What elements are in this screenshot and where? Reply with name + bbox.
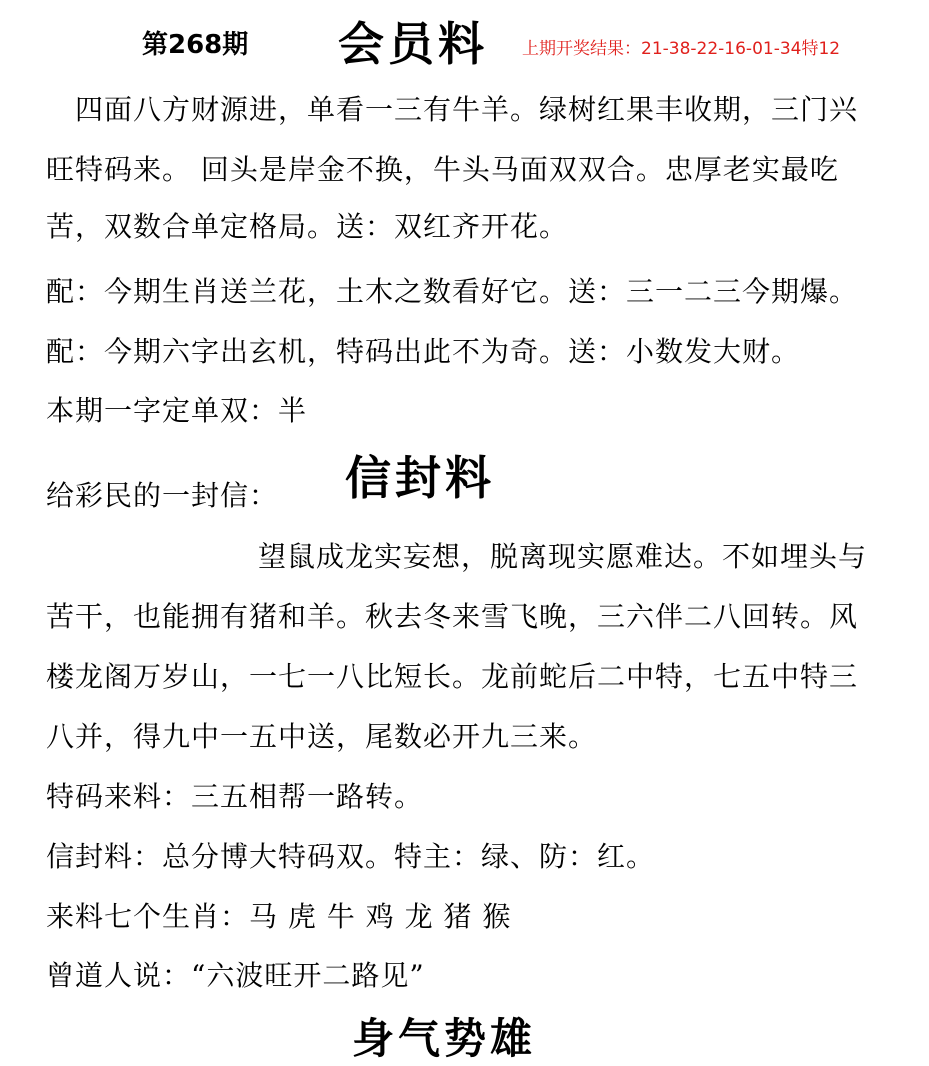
- last-result-value: 21-38-22-16-01-34特12: [641, 39, 841, 59]
- letter-line-2: 苦干，也能拥有猪和羊。秋去冬来雪飞晚，三六伴二八回转。风: [46, 600, 859, 633]
- letter-line-6: 信封料：总分博大特码双。特主：绿、防：红。: [46, 840, 656, 873]
- letter-line-8: 曾道人说：“六波旺开二路见”: [46, 959, 425, 992]
- letter-greeting: 给彩民的一封信：: [46, 479, 279, 512]
- member-line-4: 配：今期生肖送兰花，土木之数看好它。送：三一二三今期爆。: [46, 275, 859, 308]
- member-line-2: 旺特码来。 回头是岸金不换，牛头马面双双合。忠厚老实最吃: [46, 153, 839, 186]
- member-line-6: 本期一字定单双：半: [46, 394, 308, 427]
- letter-line-3: 楼龙阁万岁山，一七一八比短长。龙前蛇后二中特，七五中特三: [46, 660, 859, 693]
- member-line-3: 苦，双数合单定格局。送：双红齐开花。: [46, 210, 569, 243]
- letter-line-1: 望鼠成龙实妄想，脱离现实愿难达。不如埋头与: [258, 540, 868, 573]
- letter-heading: 信封料: [345, 451, 495, 505]
- footer-heading: 身气势雄: [352, 1014, 537, 1063]
- letter-line-5: 特码来料：三五相帮一路转。: [46, 780, 424, 813]
- page-title: 会员料: [338, 17, 488, 71]
- member-line-5: 配：今期六字出玄机，特码出此不为奇。送：小数发大财。: [46, 335, 801, 368]
- last-result-label: 上期开奖结果：: [522, 39, 641, 59]
- issue-number: 第268期: [142, 30, 249, 60]
- letter-line-7: 来料七个生肖：马 虎 牛 鸡 龙 猪 猴: [46, 900, 512, 933]
- member-line-1: 四面八方财源进，单看一三有牛羊。绿树红果丰收期，三门兴: [75, 93, 859, 126]
- last-result: [522, 34, 840, 59]
- letter-line-4: 八并，得九中一五中送，尾数必开九三来。: [46, 720, 598, 753]
